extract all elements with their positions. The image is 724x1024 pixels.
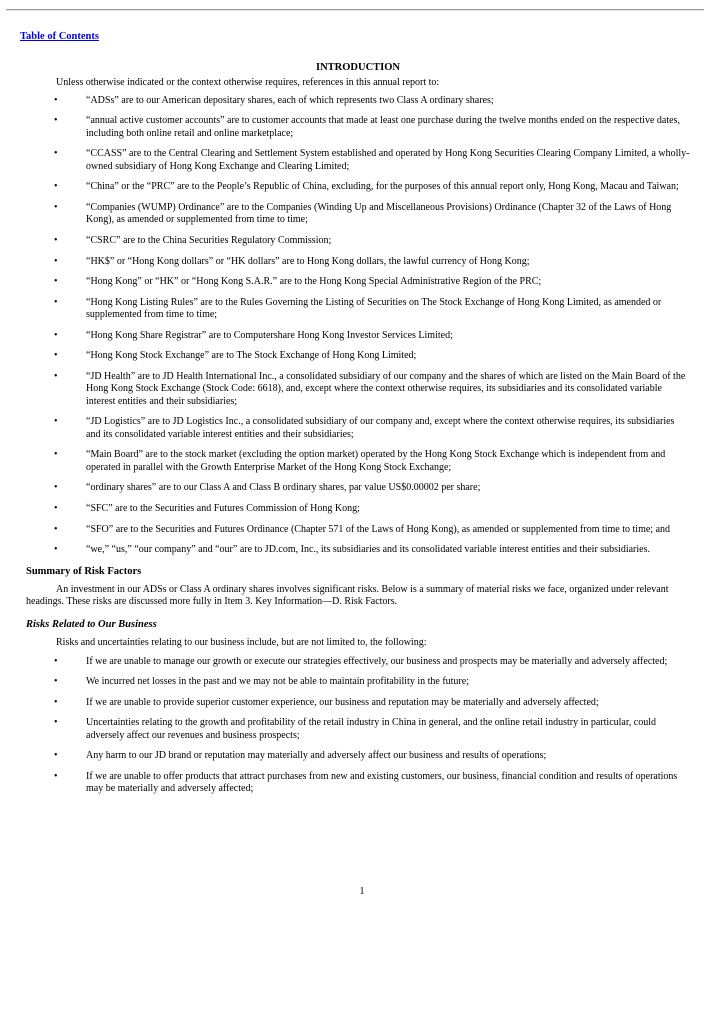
bullet-icon: • xyxy=(54,296,58,308)
summary-heading: Summary of Risk Factors xyxy=(26,565,142,577)
business-risks-list xyxy=(26,656,690,796)
bullet-icon: • xyxy=(54,350,58,362)
definition-text: “Companies (WUMP) Ordinance” are to the Companies (Winding Up and Miscellaneous Provisions) Ordinance (Chapter 32 of the Laws of Hong Kong), as amended or supplemented from time to time; xyxy=(86,202,672,226)
bullet-icon: • xyxy=(54,696,58,708)
definition-item xyxy=(26,256,690,268)
document-body xyxy=(26,62,690,804)
risk-text: If we are unable to provide superior customer experience, our business and reputation may be materially and adversely affected; xyxy=(86,696,599,708)
definition-text: “Main Board” are to the stock market (excluding the option market) operated by the Hong Kong Stock Exchange which is independent from and operated in parallel with the Growth Enterprise Market of the Hong Kong Stock Exchange; xyxy=(86,449,666,473)
definition-item xyxy=(26,297,690,322)
definition-item xyxy=(26,416,690,441)
definition-text: “Hong Kong Share Registrar” are to Computershare Hong Kong Investor Services Limited; xyxy=(86,329,453,341)
bullet-icon: • xyxy=(54,235,58,246)
introduction-title: INTRODUCTION xyxy=(315,62,400,73)
bullet-icon: • xyxy=(54,676,58,688)
definition-text: “HK$” or “Hong Kong dollars” or “HK dollars” are to Hong Kong dollars, the lawful currency of Hong Kong; xyxy=(86,255,530,267)
definition-item xyxy=(26,115,690,140)
top-divider xyxy=(6,9,704,11)
summary-paragraph: An investment in our ADSs or Class A ordinary shares involves significant risks. Below is a summary of material risks we face, organized under relevant headings. These risks are discussed more fully in Item 3. Key Information—D. Risk Factors. xyxy=(26,583,669,608)
definition-item xyxy=(26,449,690,474)
risk-item xyxy=(26,697,690,709)
definition-text: “we,” “us,” “our company” and “our” are to JD.com, Inc., its subsidiaries and its consolidated variable interest entities and their subsidiaries. xyxy=(86,544,650,556)
page-number: 1 xyxy=(359,886,365,897)
risk-text: If we are unable to offer products that attract purchases from new and existing customers, our business, financial condition and results of operations may be materially and adversely affected; xyxy=(86,770,678,795)
definition-item xyxy=(26,148,690,173)
risk-item xyxy=(26,676,690,688)
table-of-contents-link[interactable]: Table of Contents xyxy=(20,31,99,42)
definition-item xyxy=(26,371,690,408)
bullet-icon: • xyxy=(54,416,58,428)
bullet-icon: • xyxy=(54,148,58,160)
definition-text: “ordinary shares” are to our Class A and Class B ordinary shares, par value US$0.00002 per share; xyxy=(86,482,481,494)
definition-text: “ADSs” are to our American depositary shares, each of which represents two Class A ordinary shares; xyxy=(86,94,494,106)
definition-text: “SFC” are to the Securities and Futures Commission of Hong Kong; xyxy=(86,502,360,514)
bullet-icon: • xyxy=(54,523,58,535)
risk-item xyxy=(26,656,690,668)
bullet-icon: • xyxy=(54,750,58,762)
bullet-icon: • xyxy=(54,202,58,213)
definition-item xyxy=(26,202,690,227)
definition-text: “China” or the “PRC” are to the People’s Republic of China, excluding, for the purposes of this annual report only, Hong Kong, Macau and Taiwan; xyxy=(86,181,679,193)
definition-item xyxy=(26,482,690,494)
risk-text: If we are unable to manage our growth or execute our strategies effectively, our business and prospects may be materially and adversely affected; xyxy=(86,655,668,667)
business-risks-intro: Risks and uncertainties relating to our business include, but are not limited to, the following: xyxy=(56,637,427,649)
risk-text: Uncertainties relating to the growth and profitability of the retail industry in China in general, and the online retail industry in particular, could adversely affect our revenues and business prospects; xyxy=(86,717,656,741)
risk-item xyxy=(26,717,690,742)
definition-text: “Hong Kong Stock Exchange” are to The Stock Exchange of Hong Kong Limited; xyxy=(86,350,417,362)
bullet-icon: • xyxy=(54,482,58,494)
bullet-icon: • xyxy=(54,329,58,341)
definition-text: “JD Health” are to JD Health International Inc., a consolidated subsidiary of our company and the shares of which are listed on the Main Board of the Hong Kong Stock Exchange (Stock Code: 6618), and, except where the context otherwise requires, its subsidiaries and its consolidated variable interest entities and their subsidiaries; xyxy=(86,370,686,407)
definition-item xyxy=(26,181,690,193)
bullet-icon: • xyxy=(54,181,58,193)
bullet-icon: • xyxy=(54,255,58,267)
bullet-icon: • xyxy=(54,276,58,288)
definition-item xyxy=(26,95,690,107)
bullet-icon: • xyxy=(54,449,58,461)
bullet-icon: • xyxy=(54,370,58,382)
bullet-icon: • xyxy=(54,770,58,782)
definition-text: “SFO” are to the Securities and Futures Ordinance (Chapter 571 of the Laws of Hong Kong), as amended or supplemented from time to time; and xyxy=(86,523,671,535)
definition-text: “CCASS” are to the Central Clearing and Settlement System established and operated by Hong Kong Securities Clearing Company Limited, a wholly-owned subsidiary of Hong Kong Exchange and Clearing Limited; xyxy=(86,148,690,172)
definition-item xyxy=(26,503,690,515)
definition-text: “JD Logistics” are to JD Logistics Inc., a consolidated subsidiary of our company and, except where the context otherwise requires, its subsidiaries and its consolidated variable interest entities and their subsidiaries; xyxy=(86,416,675,440)
bullet-icon: • xyxy=(54,717,58,729)
risk-item xyxy=(26,750,690,762)
definition-item xyxy=(26,544,690,556)
definitions-list xyxy=(26,95,690,557)
definition-item xyxy=(26,276,690,288)
definition-item xyxy=(26,524,690,536)
bullet-icon: • xyxy=(54,655,58,667)
definition-text: “Hong Kong Listing Rules” are to the Rules Governing the Listing of Securities on The Stock Exchange of Hong Kong Limited, as amended or supplemented from time to time; xyxy=(86,296,662,321)
definition-item xyxy=(26,235,690,247)
definition-item xyxy=(26,330,690,342)
risk-item xyxy=(26,771,690,796)
bullet-icon: • xyxy=(54,115,58,127)
bullet-icon: • xyxy=(54,502,58,514)
definition-text: “annual active customer accounts” are to customer accounts that made at least one purchase during the twelve months ended on the respective dates, including both online retail and online marketplace; xyxy=(86,115,680,139)
bullet-icon: • xyxy=(54,94,58,106)
definition-text: “CSRC” are to the China Securities Regulatory Commission; xyxy=(86,235,332,246)
business-risks-heading: Risks Related to Our Business xyxy=(26,618,157,630)
risk-text: We incurred net losses in the past and we may not be able to maintain profitability in the future; xyxy=(86,676,469,688)
risk-text: Any harm to our JD brand or reputation may materially and adversely affect our business and results of operations; xyxy=(86,750,547,762)
introduction-lead: Unless otherwise indicated or the context otherwise requires, references in this annual report to: xyxy=(56,77,440,89)
definition-text: “Hong Kong” or “HK” or “Hong Kong S.A.R.” are to the Hong Kong Special Administrative Region of the PRC; xyxy=(86,276,542,288)
definition-item xyxy=(26,350,690,362)
bullet-icon: • xyxy=(54,544,58,556)
